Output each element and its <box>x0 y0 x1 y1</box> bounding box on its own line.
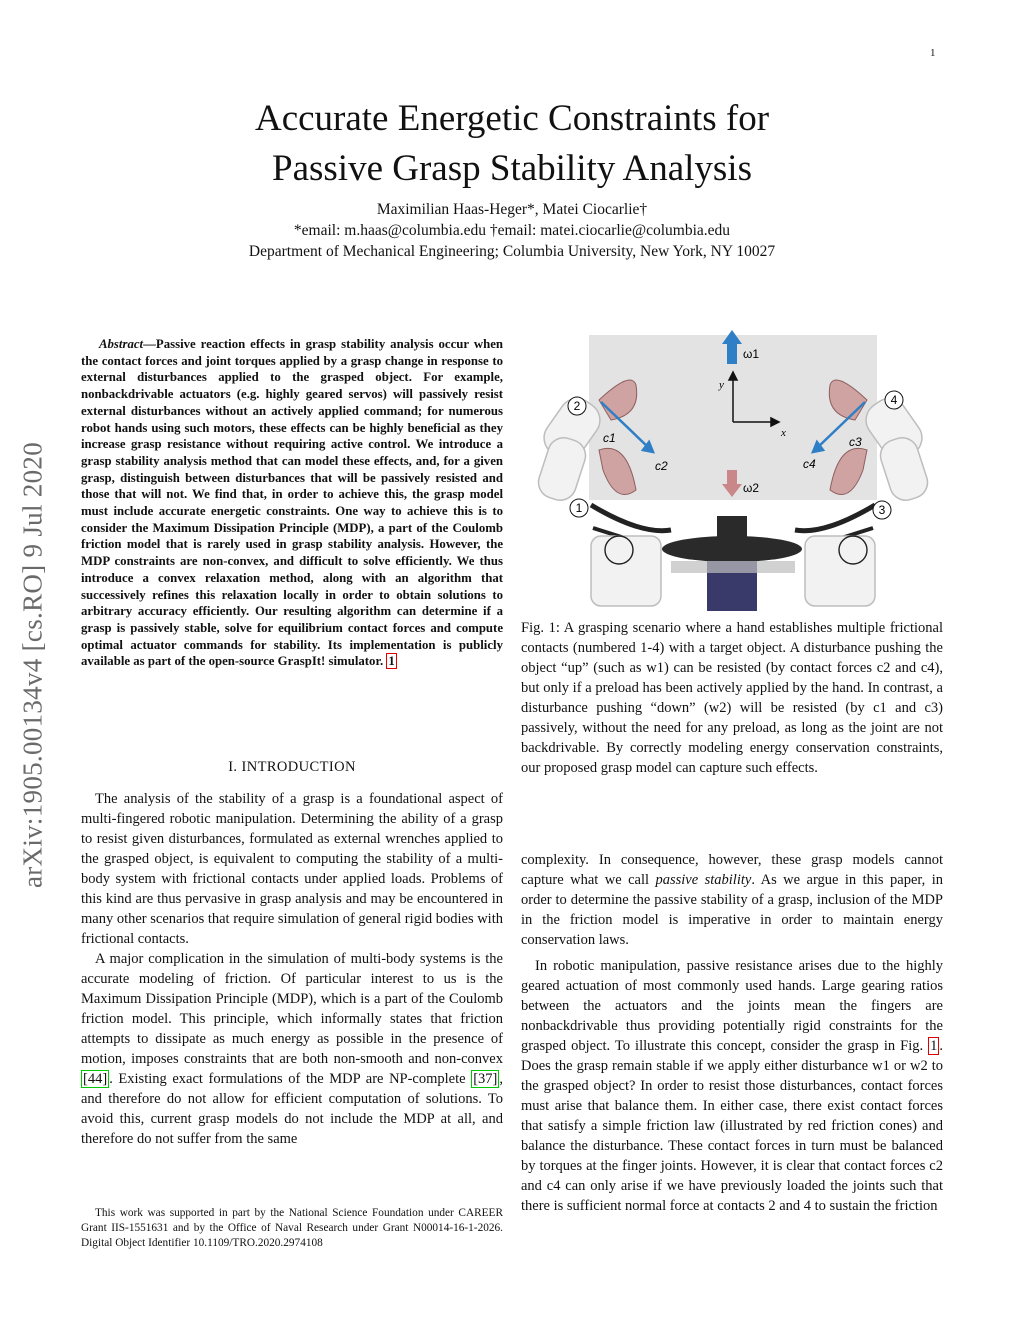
footnote: This work was supported in part by the National Science Foundation under CAREER Grant IIS-1551631 and by the Office of Naval Research under Grant N00014-16-1-2026. Digital Object Identifier 10.1109/TRO.2020.2974108 <box>81 1207 503 1249</box>
c1-label: c1 <box>603 431 616 445</box>
citation-44-link[interactable]: [44] <box>83 1071 108 1087</box>
introduction-body <box>81 789 503 1149</box>
page-number: 1 <box>930 47 936 59</box>
arxiv-identifier-text: arXiv:1905.00134v4 [cs.RO] 9 Jul 2020 <box>17 441 48 888</box>
title-line-2: Passive Grasp Stability Analysis <box>272 148 752 189</box>
axis-x-label: x <box>781 427 786 439</box>
intro-paragraph-2: A major complication in the simulation of multi-body systems is the accurate modeling of friction. Of particular interest to us is the Maximum Dissipation Principle (MDP), which is a part of the Coulomb friction model. This principle, which informally states that friction attempts to dissipate as much energy as possible in the presence of motion, imposes constraints that are both non-smooth and non-convex [44] . Existing exact formulations of the MDP are NP-complete [37] , and therefore do not allow for efficient computation of solutions. To avoid this, current grasp models do not include the MDP at all, and therefore do not suffer from the same <box>81 951 503 1147</box>
contact-4-label: 4 <box>890 393 898 407</box>
contact-2-label: 2 <box>573 399 581 413</box>
intro-paragraph-1: The analysis of the stability of a grasp is a foundational aspect of multi-fingered robotic manipulation. Determining the ability of a grasp to resist given disturbances, formulated as external wrenches applied to the grasped object, is equivalent to computing the stability of a multi-body system with frictional contacts under applied loads. Problems of this kind are thus pervasive in grasp analysis and may be encountered in many other scenarios that require simulation of general rigid bodies with frictional contacts. <box>81 791 503 947</box>
contact-1-label: 1 <box>575 501 583 515</box>
figure-1-link[interactable]: 1 <box>930 1038 938 1054</box>
section-heading-introduction: I. INTRODUCTION <box>228 759 356 775</box>
figure-1 <box>521 330 945 615</box>
author-affiliation: Department of Mechanical Engineering; Columbia University, New York, NY 10027 <box>248 243 776 260</box>
author-names: Maximilian Haas-Heger*, Matei Ciocarlie† <box>376 201 648 218</box>
omega1-label: ω1 <box>743 347 760 361</box>
contact-3-label: 3 <box>878 503 886 517</box>
grasp-illustration <box>521 330 945 615</box>
abstract <box>81 336 503 670</box>
omega2-label: ω2 <box>743 481 760 495</box>
caption-label: Fig. 1: <box>521 620 560 636</box>
paper-title <box>0 94 1024 194</box>
abstract-text: —Passive reaction effects in grasp stability analysis occur when the contact forces and joint torques applied by a grasp change in response to external disturbances applied to the grasped object. For example, nonbackdrivable actuators (e.g. highly geared servos) will passively resist external disturbances without an actively applied command; for numerous robot hands using such motors, these effects can be highly beneficial as they increase grasp resistance without requiring active control. We introduce a grasp stability analysis method that can model these effects, and, for a given grasp, distinguish between disturbances that will be passively resisted and those that will not. We find that, in order to achieve this, the grasp model must include accurate energetic constraints. One way to achieve this is to consider the Maximum Dissipation Principle (MDP), a part of the Coulomb friction model that is rarely used in grasp stability analysis. However, the MDP constraints are non-convex, and difficult to solve efficiently. We thus introduce a convex relaxation method, along with an algorithm that successively refines this relaxation locally in order to obtain solutions to arbitrary accuracy efficiently. Our resulting algorithm can determine if a grasp is passively stable, solve for equilibrium contact forces and compute optimal actuator commands for stability. Its implementation is publicly available as part of the open-source GraspIt! simulator. <box>81 337 503 669</box>
right-column-body <box>521 850 943 1216</box>
c3-label: c3 <box>849 435 862 449</box>
citation-37-link[interactable]: [37] <box>473 1071 498 1087</box>
axis-y-label: y <box>719 379 724 391</box>
palm <box>662 516 802 611</box>
abstract-citation-link[interactable]: 1 <box>388 654 395 669</box>
arxiv-identifier <box>8 372 58 957</box>
abstract-label: Abstract <box>99 337 144 351</box>
c4-label: c4 <box>803 457 816 471</box>
author-emails: *email: m.haas@columbia.edu †email: matei.ciocarlie@columbia.edu <box>293 222 731 239</box>
right-paragraph-2: In robotic manipulation, passive resistance arises due to the highly geared actuation of most commonly used hands. Large gearing ratios between the actuators and the joints mean the fingers are nonbackdrivable thus providing potentially rigid constraints for the grasped object. To illustrate this concept, consider the grasp in Fig. 1 . Does the grasp remain stable if we apply either disturbance w1 or w2 to the grasped object? In order to resist those disturbances, contact forces must arise that balance them. In either case, there exist contact forces that satisfy a simple friction law (illustrated by red friction cones) and balance the disturbance. These contact forces in turn must be balanced by torques at the finger joints. However, it is clear that contact forces c2 and c4 can only arise if we have previously loaded the joints such that there is sufficient normal force at contacts 2 and 4 to sustain the friction <box>521 958 943 1214</box>
right-paragraph-1: complexity. In consequence, however, these grasp models cannot capture what we call passive stability. As we argue in this paper, in order to determine the passive stability of a grasp, inclusion of the MDP in the friction model is imperative in order to maintain energy conservation laws. <box>521 852 943 948</box>
title-line-1: Accurate Energetic Constraints for <box>254 98 770 139</box>
caption-text: A grasping scenario where a hand establishes multiple frictional contacts (numbered 1-4) with a target object. A disturbance pushing the object “up” (such as w1) can be resisted (by contact forces c2 and c4), but only if a preload has been actively applied by the hand. In contrast, a disturbance pushing “down” (w2) will be resisted (by c1 and c3) passively, without the need for any preload, as long as the joint are not backdrivable. By correctly modeling energy conservation constraints, our proposed grasp model can capture such effects. <box>521 620 943 776</box>
figure-caption <box>521 618 943 778</box>
author-block <box>0 199 1024 262</box>
c2-label: c2 <box>655 459 668 473</box>
